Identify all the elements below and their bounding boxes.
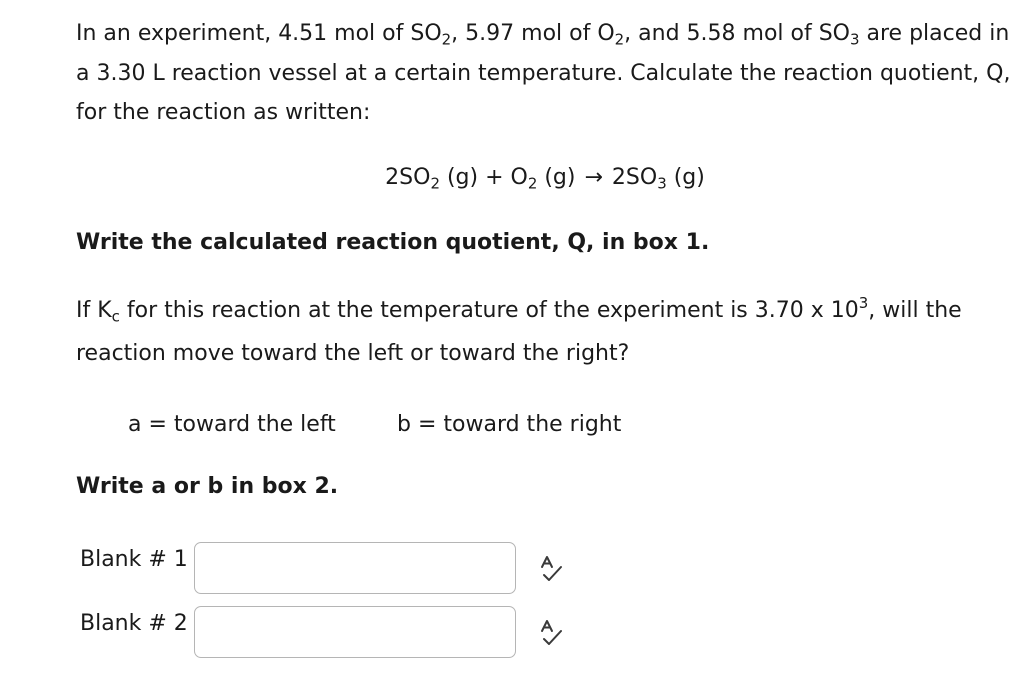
spell-check-icon[interactable] [536, 618, 566, 648]
question-text [76, 14, 1016, 133]
blank-1-input[interactable] [194, 542, 516, 594]
blank-2-label: Blank # 2 [80, 611, 188, 636]
blank-2-input[interactable] [194, 606, 516, 658]
reaction-arrow: → [584, 165, 603, 190]
reaction-equation: $2SO_2$ $(g) + O_2$ $(g) \to 2SO_3$ (g) [385, 165, 705, 193]
question-paragraph: In an experiment, 4.51 mol of $SO_2$, 5.97 mol of $O_2$, and 5.58 mol of $SO_3$ are placed in a 3.30 L reaction vessel at a certain temperature. Calculate the reaction quotient, Q, for the reaction as written: [76, 21, 1011, 125]
option-b: b = toward the right [397, 412, 622, 437]
instruction-box-2: Write a or b in box 2. [76, 474, 339, 499]
blank-1-label: Blank # 1 [80, 547, 188, 572]
option-a: a = toward the left [128, 412, 336, 437]
instruction-box-1: Write the calculated reaction quotient, Q, in box 1. [76, 230, 710, 255]
kc-question-text: If $K_c$ for this reaction at the temperature of the experiment is 3.70 x $10^3$, will the reaction move toward the left or toward the right? [76, 294, 962, 366]
spell-check-icon[interactable] [536, 554, 566, 584]
